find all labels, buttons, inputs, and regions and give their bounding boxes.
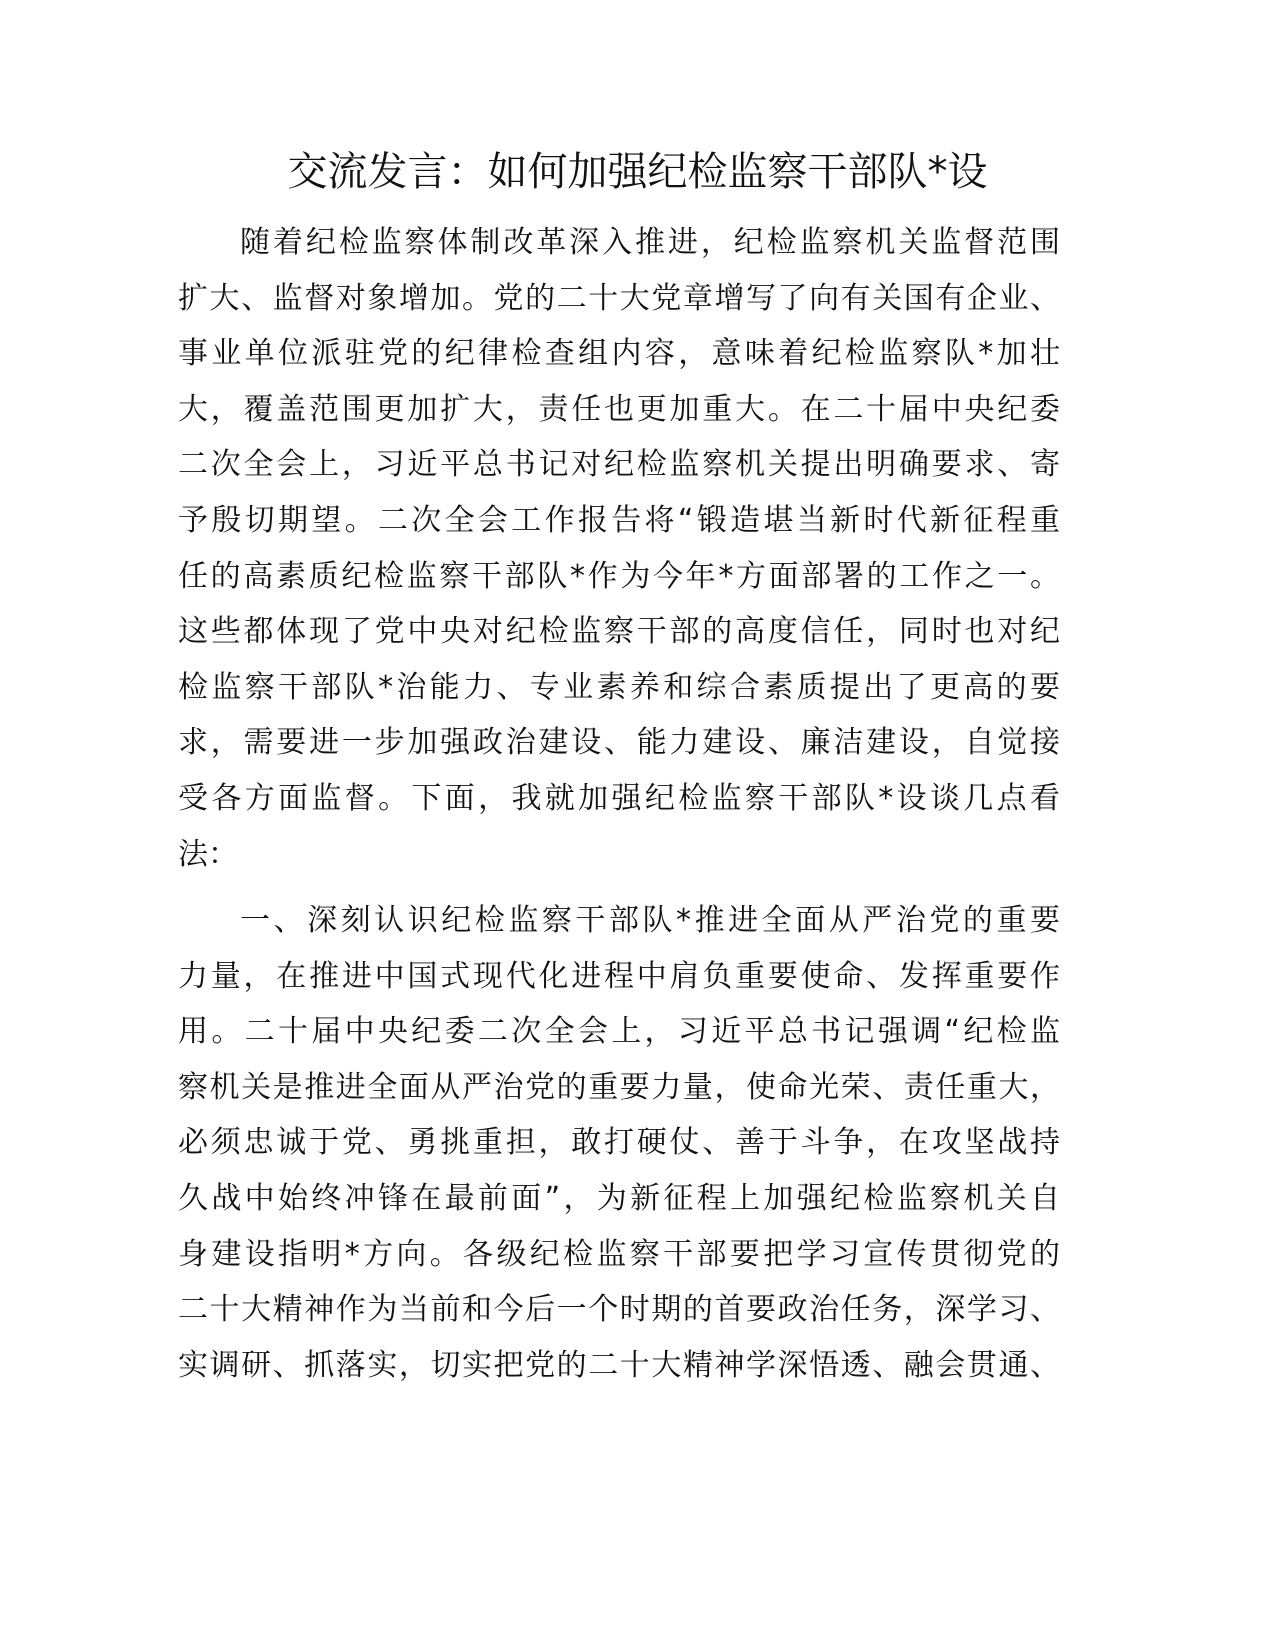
text-line: 一、深刻认识纪检监察干部队*推进全面从严治党的重要 xyxy=(240,903,1060,938)
text-line: 任的高素质纪检监察干部队*作为今年*方面部署的工作之一。 xyxy=(178,558,1060,594)
text-line: 扩大、监督对象增加。党的二十大党章增写了向有关国有企业、 xyxy=(178,280,1060,316)
text-line: 予殷切期望。二次全会工作报告将“锻造堪当新时代新征程重 xyxy=(178,502,1060,538)
text-line: 力量，在推进中国式现代化进程中肩负重要使命、发挥重要作 xyxy=(178,958,1060,994)
text-line: 受各方面监督。下面，我就加强纪检监察干部队*设谈几点看 xyxy=(178,780,1060,816)
text-line: 二次全会上，习近平总书记对纪检监察机关提出明确要求、寄 xyxy=(178,447,1060,483)
text-line: 随着纪检监察体制改革深入推进，纪检监察机关监督范围 xyxy=(240,225,1060,260)
text-line: 检监察干部队*治能力、专业素养和综合素质提出了更高的要 xyxy=(178,669,1060,705)
text-line: 大，覆盖范围更加扩大，责任也更加重大。在二十届中央纪委 xyxy=(178,391,1060,427)
text-line: 二十大精神作为当前和今后一个时期的首要政治任务，深学习、 xyxy=(178,1292,1060,1328)
paragraph-section-one xyxy=(178,893,1060,1393)
document-title: 交流发言：如何加强纪检监察干部队*设 xyxy=(287,149,988,195)
text-line: 求，需要进一步加强政治建设、能力建设、廉洁建设，自觉接 xyxy=(178,725,1060,761)
text-line: 身建设指明*方向。各级纪检监察干部要把学习宣传贯彻党的 xyxy=(178,1236,1060,1272)
text-line: 法： xyxy=(178,836,238,872)
paragraph-intro xyxy=(178,215,1060,882)
text-line: 必须忠诚于党、勇挑重担，敢打硬仗、善于斗争，在攻坚战持 xyxy=(178,1125,1060,1161)
text-line: 这些都体现了党中央对纪检监察干部的高度信任，同时也对纪 xyxy=(178,614,1060,650)
text-line: 实调研、抓落实，切实把党的二十大精神学深悟透、融会贯通、 xyxy=(178,1347,1060,1383)
text-line: 事业单位派驻党的纪律检查组内容，意味着纪检监察队*加壮 xyxy=(178,336,1060,372)
text-line: 用。二十届中央纪委二次全会上，习近平总书记强调“纪检监 xyxy=(178,1014,1060,1050)
text-line: 久战中始终冲锋在最前面”，为新征程上加强纪检监察机关自 xyxy=(178,1180,1060,1216)
text-line: 察机关是推进全面从严治党的重要力量，使命光荣、责任重大， xyxy=(178,1069,1060,1105)
